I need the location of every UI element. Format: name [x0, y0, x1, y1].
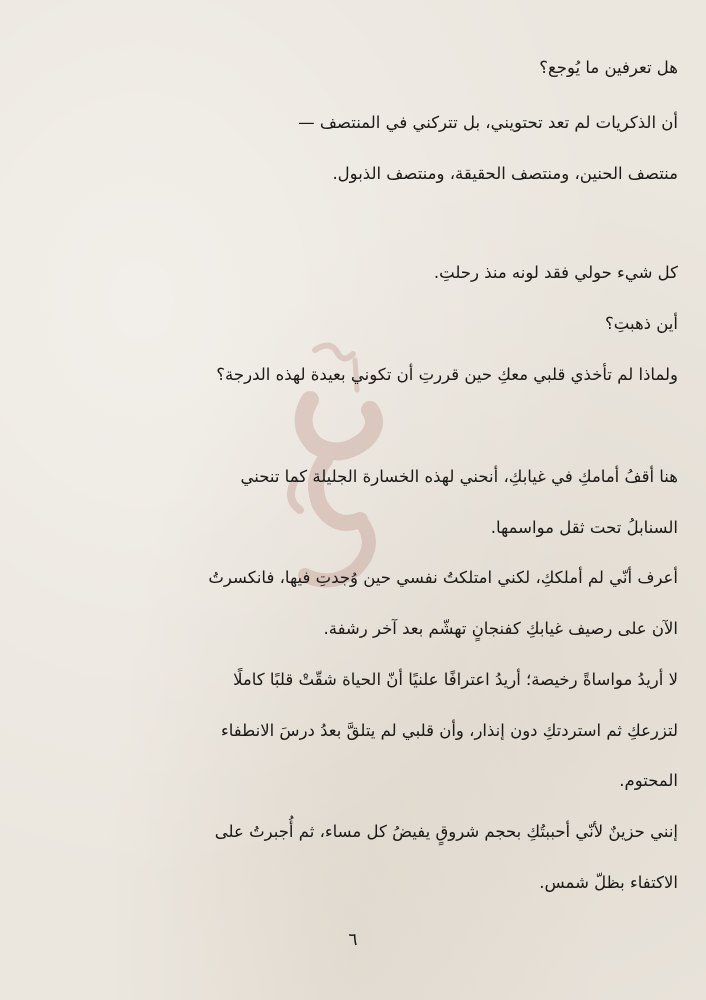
text-line: كل شيء حولي فقد لونه منذ رحلتِ. — [433, 263, 678, 282]
text-line: هنا أقفُ أمامكِ في غيابكِ، أنحني لهذه الخسارة الجليلة كما تنحني — [240, 467, 678, 486]
text-line: لتزرعكِ ثم استردتكِ دون إنذار، وأن قلبي لم يتلقَّ بعدُ درسَ الانطفاء — [220, 721, 678, 740]
text-line: إنني حزينٌ لأنّي أحببتُكِ بحجم شروقٍ يفيضُ كل مساء، ثم أُجبرتُ على — [214, 822, 678, 841]
text-line: منتصف الحنين، ومنتصف الحقيقة، ومنتصف الذبول. — [332, 164, 678, 183]
text-line: المحتوم. — [619, 771, 678, 790]
text-line: هل تعرفين ما يُوجع؟ — [539, 58, 678, 77]
text-line: الاكتفاء بظلّ شمس. — [539, 873, 678, 892]
text-line: ولماذا لم تأخذي قلبي معكِ حين قررتِ أن تكوني بعيدة لهذه الدرجة؟ — [216, 365, 678, 384]
text-line: أعرف أنّي لم أملككِ، لكني امتلكتُ نفسي حين وُجدتِ فيها، فانكسرتُ — [208, 568, 678, 587]
text-line: أن الذكريات لم تعد تحتويني، بل تتركني في المنتصف — — [298, 113, 678, 132]
page-number: ٦ — [348, 930, 358, 950]
text-line: السنابلُ تحت ثقل مواسمها. — [490, 518, 678, 537]
text-line: لا أريدُ مواساةً رخيصة؛ أريدُ اعترافًا علنيًا أنّ الحياة شقّتْ قلبًا كاملًا — [233, 670, 678, 689]
text-line: أين ذهبتِ؟ — [605, 314, 678, 333]
text-line: الآن على رصيف غيابكِ كفنجانٍ تهشّم بعد آخر رشفة. — [323, 619, 678, 638]
